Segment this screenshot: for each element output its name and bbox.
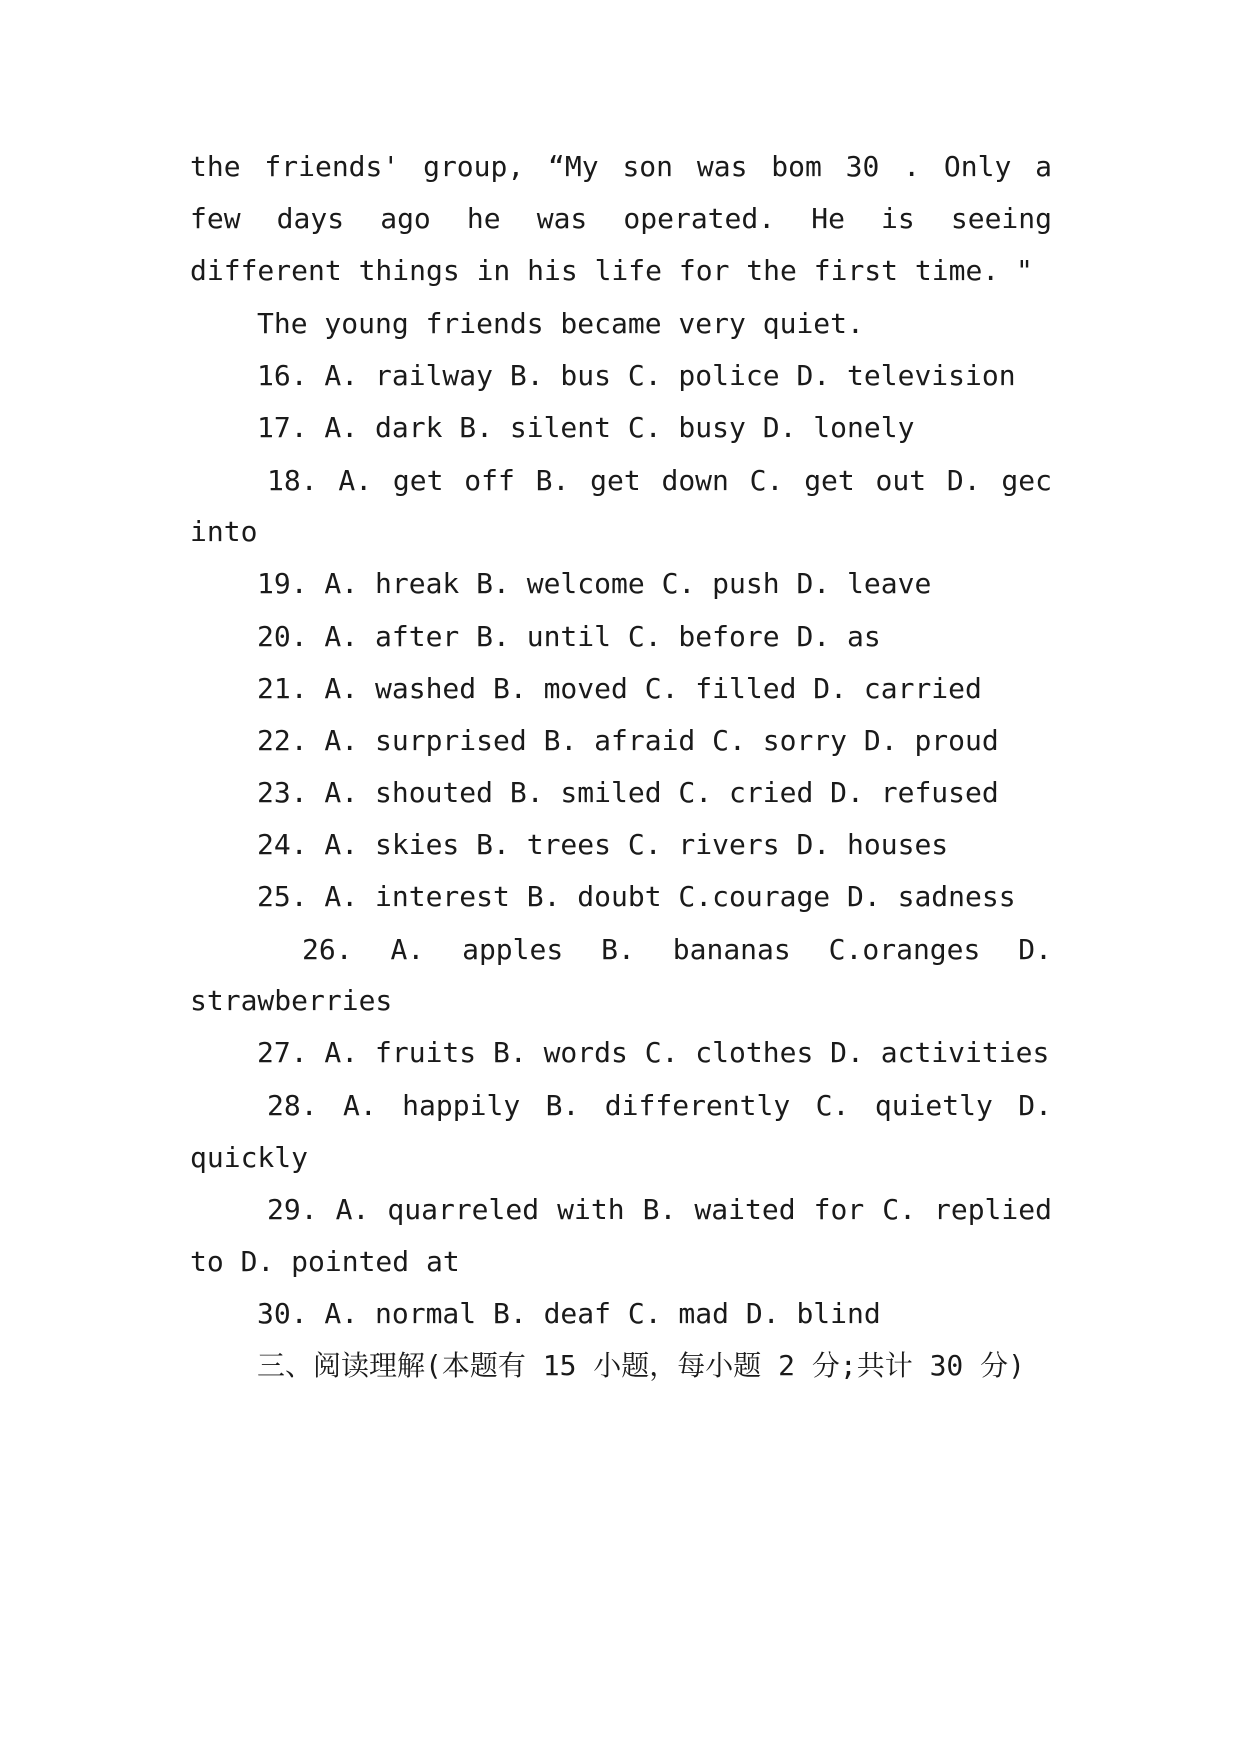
question-18: 18. A. get off B. get down C. get out D. gec (267, 464, 1052, 497)
passage-line: the friends' group, “My son was bom 30 . Only a (190, 150, 1052, 183)
question-22: 22. A. surprised B. afraid C. sorry D. proud (257, 724, 999, 757)
question-16: 16. A. railway B. bus C. police D. television (257, 359, 1016, 392)
question-21: 21. A. washed B. moved C. filled D. carried (257, 672, 982, 705)
question-24: 24. A. skies B. trees C. rivers D. houses (257, 828, 949, 861)
passage-line: few days ago he was operated. He is seeing (190, 202, 1052, 235)
question-30: 30. A. normal B. deaf C. mad D. blind (257, 1297, 881, 1330)
question-29: 29. A. quarreled with B. waited for C. replied (267, 1193, 1052, 1226)
passage-line: The young friends became very quiet. (257, 307, 864, 340)
question-20: 20. A. after B. until C. before D. as (257, 620, 881, 653)
question-19: 19. A. hreak B. welcome C. push D. leave (257, 567, 932, 600)
passage-line: different things in his life for the first time. " (190, 254, 1033, 287)
question-29-continuation: to D. pointed at (190, 1245, 460, 1278)
question-25: 25. A. interest B. doubt C.courage D. sadness (257, 880, 1016, 913)
section-heading: 三、阅读理解(本题有 15 小题，每小题 2 分;共计 30 分) (257, 1349, 1026, 1382)
question-26: 26. A. apples B. bananas C.oranges D. (302, 933, 1052, 966)
question-18-continuation: into (190, 515, 258, 548)
question-27: 27. A. fruits B. words C. clothes D. activities (257, 1036, 1050, 1069)
question-17: 17. A. dark B. silent C. busy D. lonely (257, 411, 915, 444)
question-26-continuation: strawberries (190, 984, 393, 1017)
question-23: 23. A. shouted B. smiled C. cried D. refused (257, 776, 999, 809)
question-28-continuation: quickly (190, 1141, 309, 1174)
question-28: 28. A. happily B. differently C. quietly D. (267, 1089, 1052, 1122)
